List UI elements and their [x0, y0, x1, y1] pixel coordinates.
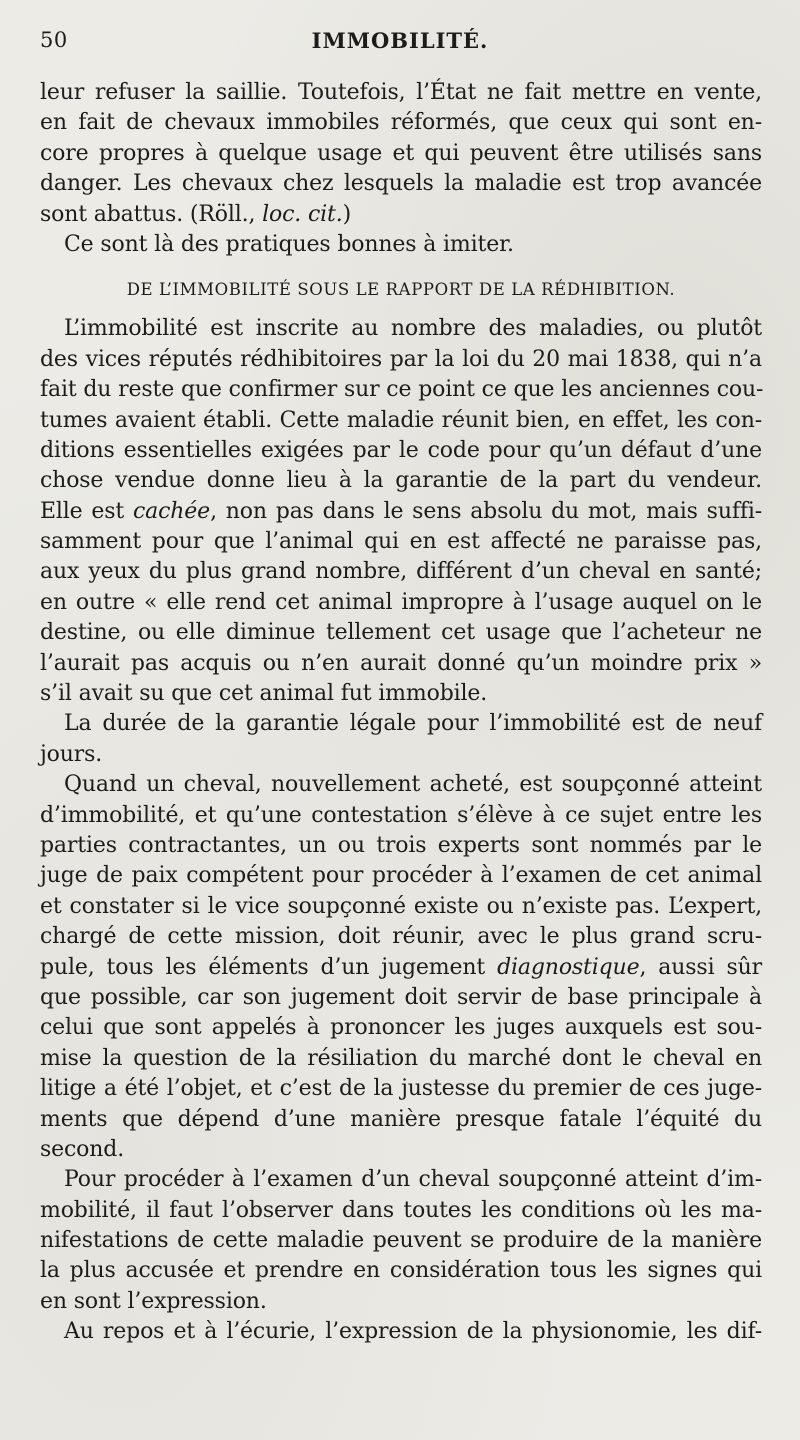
body-text — [40, 78, 762, 1348]
text-line: pule, tous les éléments d’un jugement diagnostique, aussi sûr — [40, 954, 762, 980]
paragraph — [40, 709, 762, 770]
text-line: litige a été l’objet, et c’est de la justesse du premier de ces juge- — [40, 1076, 762, 1102]
text-line: Quand un cheval, nouvellement acheté, est soupçonné atteint — [64, 772, 762, 798]
text-line: que possible, car son jugement doit servir de base principale à — [40, 984, 762, 1010]
text-line: ments que dépend d’une manière presque fatale l’équité du — [40, 1106, 762, 1132]
paragraph — [40, 1317, 762, 1347]
text-line: en fait de chevaux immobiles réformés, que ceux qui sont en- — [40, 110, 762, 136]
text-line: aux yeux du plus grand nombre, différent d’un cheval en santé; — [40, 559, 762, 585]
paragraph — [40, 1165, 762, 1317]
text-line: Elle est cachée, non pas dans le sens absolu du mot, mais suffi- — [40, 498, 762, 524]
text-line: L’immobilité est inscrite au nombre des maladies, ou plutôt — [64, 316, 762, 342]
text-line: chose vendue donne lieu à la garantie de la part du vendeur. — [40, 468, 762, 494]
text-line: des vices réputés rédhibitoires par la loi du 20 mai 1838, qui n’a — [40, 346, 762, 372]
text-line: fait du reste que confirmer sur ce point ce que les anciennes cou- — [40, 377, 764, 403]
text-line: l’aurait pas acquis ou n’en aurait donné qu’un moindre prix » — [40, 650, 762, 676]
text-line: sont abattus. (Röll., loc. cit.) — [40, 201, 351, 227]
page-header — [40, 28, 760, 64]
paragraph — [40, 314, 762, 709]
text-line: core propres à quelque usage et qui peuvent être utilisés sans — [40, 140, 762, 166]
text-line: Pour procéder à l’examen d’un cheval soupçonné atteint d’im- — [64, 1167, 762, 1193]
text-line: second. — [40, 1136, 125, 1162]
text-line: s’il avait su que cet animal fut immobile. — [40, 681, 488, 707]
paragraph — [40, 78, 762, 230]
text-line: parties contractantes, un ou trois experts sont nommés par le — [40, 832, 762, 858]
text-line: danger. Les chevaux chez lesquels la maladie est trop avancée — [40, 171, 762, 197]
text-line: leur refuser la saillie. Toutefois, l’État ne fait mettre en vente, — [40, 80, 762, 105]
text-line: Ce sont là des pratiques bonnes à imiter. — [64, 231, 514, 257]
section-heading: DE L’IMMOBILITÉ SOUS LE RAPPORT DE LA RÉDHIBITION. — [126, 280, 676, 300]
text-line: samment pour que l’animal qui en est affecté ne paraisse pas, — [40, 529, 762, 555]
text-line: d’immobilité, et qu’une contestation s’élève à ce sujet entre les — [40, 802, 762, 828]
text-line: chargé de cette mission, doit réunir, avec le plus grand scru- — [40, 924, 762, 950]
text-line: destine, ou elle diminue tellement cet usage que l’acheteur ne — [40, 620, 762, 646]
text-line: et constater si le vice soupçonné existe ou n’existe pas. L’expert, — [40, 893, 762, 919]
text-line: Au repos et à l’écurie, l’expression de la physionomie, les dif- — [64, 1319, 762, 1345]
text-line: La durée de la garantie légale pour l’immobilité est de neuf — [64, 711, 762, 737]
text-line: ditions essentielles exigées par le code pour qu’un défaut d’une — [40, 437, 762, 463]
text-line: tumes avaient établi. Cette maladie réunit bien, en effet, les con- — [40, 407, 762, 433]
text-line: en outre « elle rend cet animal impropre à l’usage auquel on le — [40, 589, 762, 615]
paragraph — [40, 770, 762, 1165]
text-line: mise la question de la résiliation du marché dont le cheval en — [40, 1045, 762, 1071]
text-line: la plus accusée et prendre en considération tous les signes qui — [40, 1258, 762, 1284]
text-line: mobilité, il faut l’observer dans toutes les conditions où les ma- — [40, 1197, 762, 1223]
paragraph — [40, 230, 762, 260]
text-line: nifestations de cette maladie peuvent se produire de la manière — [40, 1228, 762, 1254]
text-line: juge de paix compétent pour procéder à l’examen de cet animal — [40, 863, 762, 889]
text-line: celui que sont appelés à prononcer les juges auxquels est sou- — [40, 1015, 762, 1041]
page-number: 50 — [40, 28, 68, 52]
text-line: en sont l’expression. — [40, 1288, 267, 1314]
text-line: jours. — [40, 741, 103, 767]
running-title: IMMOBILITÉ. — [311, 28, 489, 53]
